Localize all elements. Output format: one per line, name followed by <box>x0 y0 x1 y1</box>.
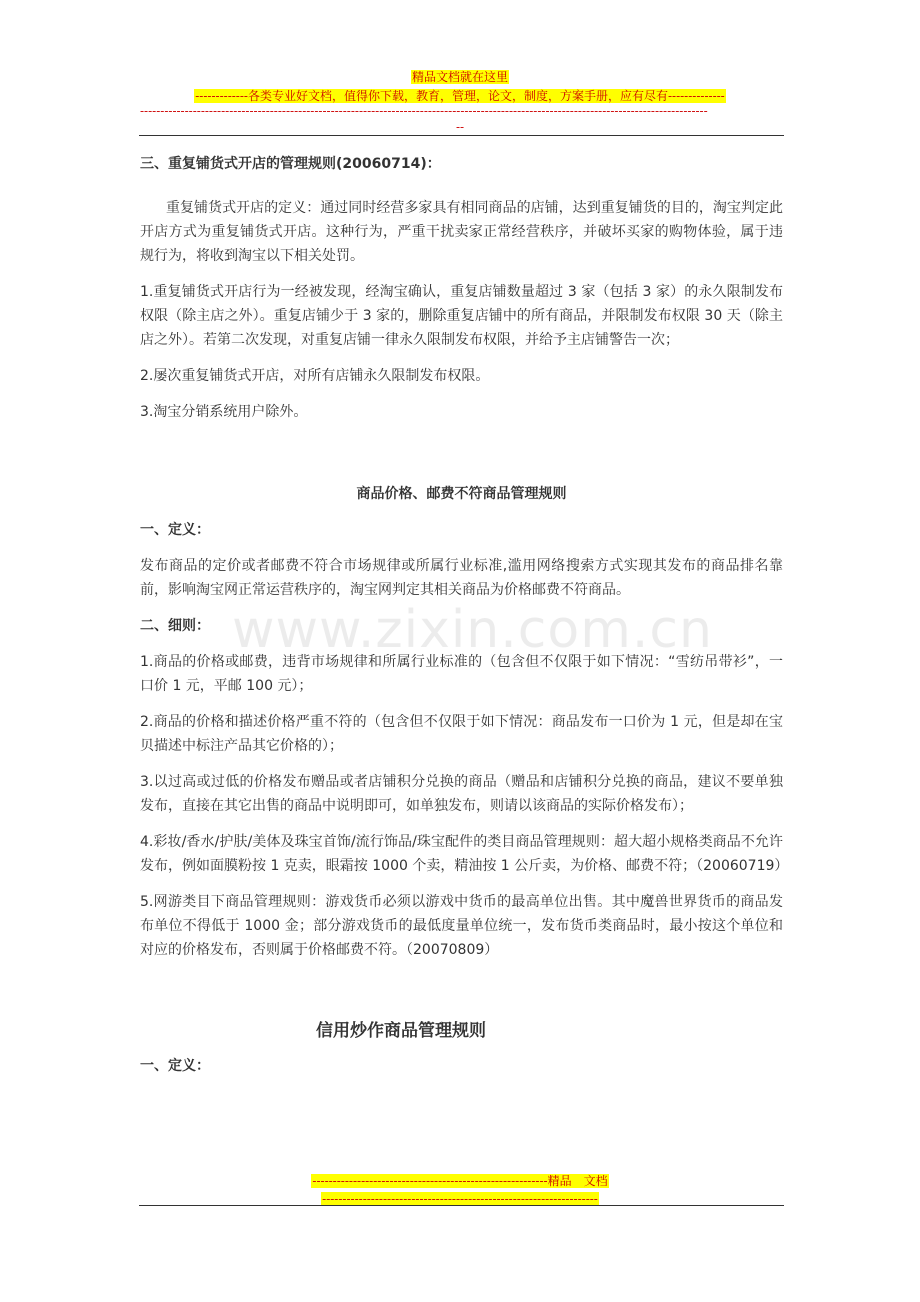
credit-rules-title: 信用炒作商品管理规则 <box>316 1021 486 1041</box>
footer-line-1-text: ----------------------------------------------------------精品 文档 <box>312 1174 608 1188</box>
watermark: www.zixin.com.cn <box>232 600 713 660</box>
header-rule <box>139 135 784 136</box>
header-tagline-text: -------------各类专业好文档，值得你下载，教育，管理，论文，制度，方案手册，应有尽有-------------- <box>195 89 725 103</box>
footer-rule <box>139 1205 784 1206</box>
section3-definition: 重复铺货式开店的定义：通过同时经营多家具有相同商品的店铺，达到重复铺货的目的，淘宝判定此开店方式为重复铺货式开店。这种行为，严重干扰卖家正常经营秩序，并破坏买家的购物体验，属于违规行为，将收到淘宝以下相关处罚。 <box>140 200 783 264</box>
price-rules-item-3: 3.以过高或过低的价格发布赠品或者店铺积分兑换的商品（赠品和店铺积分兑换的商品，建议不要单独发布，直接在其它出售的商品中说明即可，如单独发布，则请以该商品的实际价格发布）； <box>140 774 783 814</box>
header-title <box>0 66 920 85</box>
price-rules-item-5: 5.网游类目下商品管理规则：游戏货币必须以游戏中货币的最高单位出售。其中魔兽世界货币的商品发布单位不得低于 1000 金；部分游戏货币的最低度量单位统一，发布货币类商品时，最小按这个单位和对应的价格发布，否则属于价格邮费不符。（20070809） <box>140 894 783 958</box>
header-dash-line: -------------------------------------------------------------------------------------------------------------------------------------------- <box>140 104 708 118</box>
price-rules-detail-heading: 二、细则： <box>140 618 210 634</box>
price-rules-item-1: 1.商品的价格或邮费，违背市场规律和所属行业标准的（包含但不仅限于如下情况：“雪纺吊带衫”，一口价 1 元，平邮 100 元）； <box>140 654 783 694</box>
price-rules-def-heading: 一、定义： <box>140 522 210 538</box>
price-rules-item-2: 2.商品的价格和描述价格严重不符的（包含但不仅限于如下情况：商品发布一口价为 1 元，但是却在宝贝描述中标注产品其它价格的）； <box>140 714 783 754</box>
section3-item-1: 1.重复铺货式开店行为一经被发现，经淘宝确认，重复店铺数量超过 3 家（包括 3 家）的永久限制发布权限（除主店之外）。重复店铺少于 3 家的，删除重复店铺中的所有商品，并限制发布权限 30 天（除主店之外）。若第二次发现，对重复店铺一律永久限制发布权限，并给予主店铺警告一次； <box>140 284 783 348</box>
header-tagline <box>0 85 920 104</box>
section3-title: 三、重复铺货式开店的管理规则(20060714)： <box>140 156 441 172</box>
price-rules-definition: 发布商品的定价或者邮费不符合市场规律或所属行业标准,滥用网络搜索方式实现其发布的商品排名靠前，影响淘宝网正常运营秩序的，淘宝网判定其相关商品为价格邮费不符商品。 <box>140 558 783 598</box>
header-title-text: 精品文档就在这里 <box>411 70 508 84</box>
credit-rules-def-heading: 一、定义： <box>140 1058 210 1074</box>
section3-item-3: 3.淘宝分销系统用户除外。 <box>140 404 308 420</box>
footer-line-1 <box>0 1170 920 1189</box>
footer-line-2-text: -------------------------------------------------------------------- <box>322 1192 598 1206</box>
document-body <box>140 152 789 1078</box>
section3-item-2: 2.屡次重复铺货式开店，对所有店铺永久限制发布权限。 <box>140 368 490 384</box>
header-dash-tail: -- <box>455 120 465 134</box>
price-rules-title: 商品价格、邮费不符商品管理规则 <box>356 486 567 502</box>
price-rules-item-4: 4.彩妆/香水/护肤/美体及珠宝首饰/流行饰品/珠宝配件的类目商品管理规则：超大超小规格类商品不允许发布，例如面膜粉按 1 克卖，眼霜按 1000 个卖，精油按 1 公斤卖，为价格、邮费不符；（20060719） <box>140 834 789 874</box>
